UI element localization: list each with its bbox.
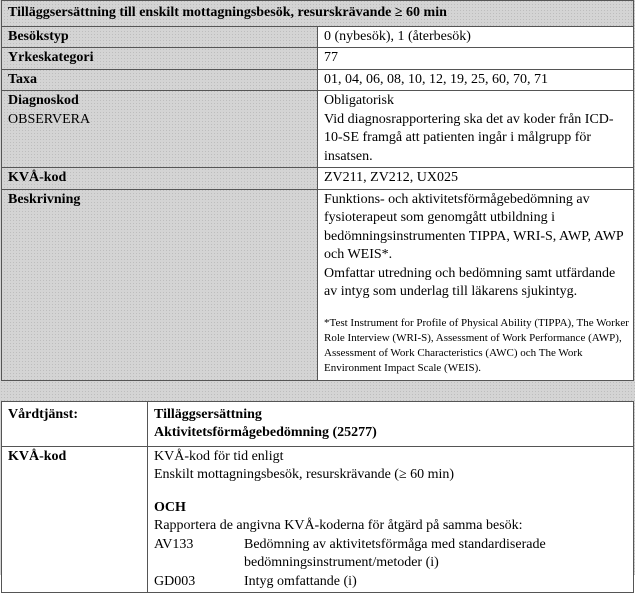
vardtjanst-line2: Aktivitetsförmågebedömning (25277) [154,424,629,443]
row-kva [2,168,634,190]
beskrivning-para2: Omfattar utredning och bedömning samt utfärdande av intyg som underlag till läkarens sjukintyg. [324,265,629,302]
desc-gd003: Intyg omfattande (i) [244,573,629,592]
label-kva: KVÅ-kod [2,168,318,190]
value-kva: ZV211, ZV212, UX025 [318,168,634,190]
label-beskrivning: Beskrivning [2,189,318,380]
och-label: OCH [154,499,629,518]
label-yrkeskategori: Yrkeskategori [2,48,318,70]
desc-av133: Bedömning av aktivitetsförmåga med standardiserade bedömningsinstrument/metoder (i) [244,536,629,573]
row-diagnoskod [2,91,634,168]
value-taxa: 01, 04, 06, 08, 10, 12, 19, 25, 60, 70, 71 [318,69,634,91]
diagnoskod-obligatorisk: Obligatorisk [324,92,629,111]
rapportera-text: Rapportera de angivna KVÅ-koderna för åtgärd på samma besök: [154,517,629,536]
value-diagnoskod [318,91,634,168]
row-besokstyp [2,26,634,48]
code-row [154,536,629,573]
code-av133: AV133 [154,536,244,573]
rules-table-2 [1,401,634,593]
value-yrkeskategori: 77 [318,48,634,70]
label-besokstyp: Besökstyp [2,26,318,48]
vardtjanst-line1: Tilläggsersättning [154,406,629,425]
row-kva-2 [2,446,634,593]
rules-table-1 [1,0,634,381]
label-diagnoskod: Diagnoskod [8,92,313,111]
label-kva-2: KVÅ-kod [2,446,148,593]
table-title: Tilläggsersättning till enskilt mottagningsbesök, resurskrävande ≥ 60 min [2,1,634,27]
row-taxa [2,69,634,91]
code-gd003: GD003 [154,573,244,592]
value-beskrivning [318,189,634,380]
title-row [2,1,634,27]
label-vardtjanst: Vårdtjänst: [2,401,148,446]
label-diagnoskod-cell [2,91,318,168]
beskrivning-footnote: *Test Instrument for Profile of Physical Ability (TIPPA), The Worker Role Interview (WRI-S), Assessment of Work Performance (AWP), Assessment of Work Characteristics (AWC) och The Work Environment Impact Scale (WEIS). [324,316,629,376]
row-yrkeskategori [2,48,634,70]
row-vardtjanst [2,401,634,446]
kva2-line1: KVÅ-kod för tid enligt [154,448,629,467]
value-kva-2 [148,446,634,593]
value-vardtjanst [148,401,634,446]
label-taxa: Taxa [2,69,318,91]
beskrivning-para1: Funktions- och aktivitetsförmågebedömning av fysioterapeut som genomgått utbildning i bedömningsinstrumenten TIPPA, WRI-S, AWP, AWP och WEIS*. [324,191,629,265]
row-beskrivning [2,189,634,380]
label-observera: OBSERVERA [8,111,313,130]
value-besokstyp: 0 (nybesök), 1 (återbesök) [318,26,634,48]
code-row [154,573,629,592]
diagnoskod-note: Vid diagnosrapportering ska det av koder från ICD-10-SE framgå att patienten ingår i målgrupp för insatsen. [324,111,629,167]
section-spacer [0,381,635,401]
kva2-line2: Enskilt mottagningsbesök, resurskrävande (≥ 60 min) [154,466,629,485]
